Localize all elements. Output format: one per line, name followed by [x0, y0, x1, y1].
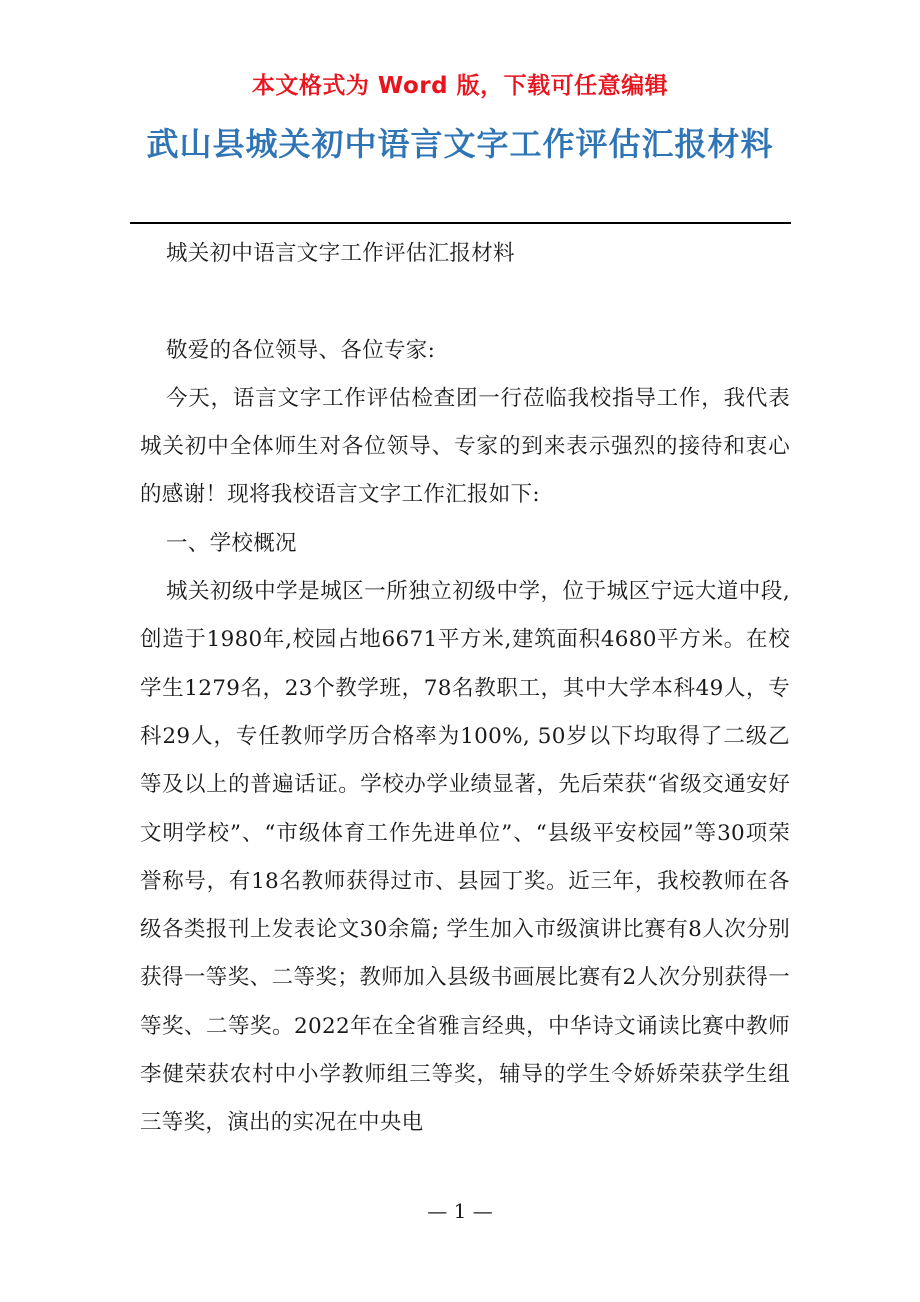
intro-paragraph: 今天，语言文字工作评估检查团一行莅临我校指导工作，我代表城关初中全体师生对各位领导、专家的到来表示强烈的接待和衷心的感谢！现将我校语言文字工作汇报如下: — [140, 385, 790, 508]
title-divider — [130, 222, 791, 224]
section-paragraph: 城关初级中学是城区一所独立初级中学，位于城区宁远大道中段,创造于1980年,校园占地6671平方米,建筑面积4680平方米。在校学生1279名，23个教学班，78名教职工，其中大学本科49人，专科29人，专任教师学历合格率为100%, 50岁以下均取得了二级乙等及以上的普遍话证。学校办学业绩显著，先后荣获“省级交通安好文明学校”、“市级体育工作先进单位”、“县级平安校园”等30项荣誉称号，有18名教师获得过市、县园丁奖。近三年，我校教师在各级各类报刊上发表论文30余篇; 学生加入市级演讲比赛有8人次分别获得一等奖、二等奖；教师加入县级书画展比赛有2人次分别获得一等奖、二等奖。2022年在全省雅言经典，中华诗文诵读比赛中教师李健荣获农村中小学教师组三等奖，辅导的学生令娇娇荣获学生组三等奖，演出的实况在中央电 — [140, 579, 790, 1136]
document-title: 武山县城关初中语言文字工作评估汇报材料 — [146, 125, 774, 163]
word-format-notice: 本文格式为 Word 版，下载可任意编辑 — [251, 73, 669, 99]
document-subtitle: 城关初中语言文字工作评估汇报材料 — [166, 241, 515, 266]
document-body — [140, 230, 790, 1148]
salutation: 敬爱的各位领导、各位专家: — [166, 337, 436, 363]
section-heading: 一、学校概况 — [166, 530, 297, 556]
page-number: — 1 — — [427, 1199, 493, 1223]
blank-line — [140, 278, 790, 326]
